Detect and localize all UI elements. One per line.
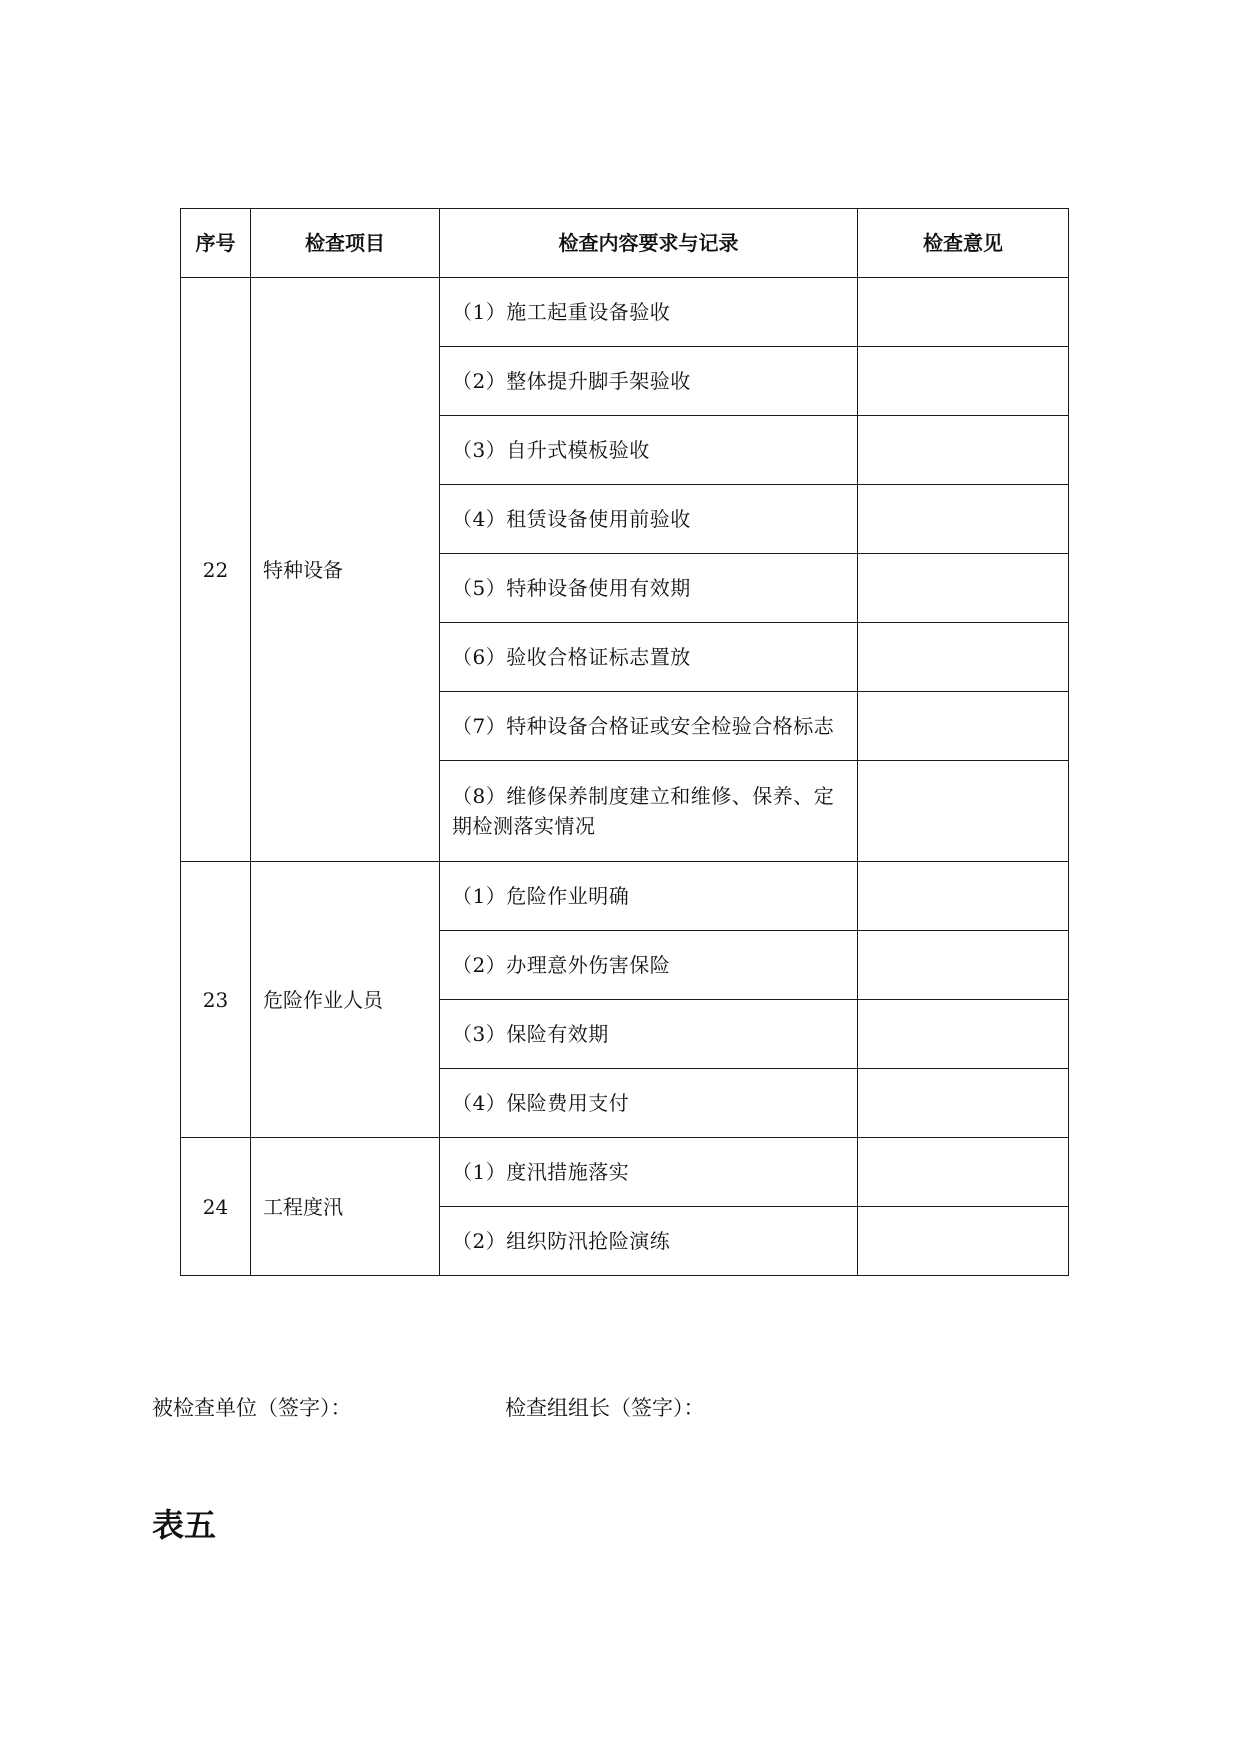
opinion-cell[interactable] — [858, 278, 1069, 347]
opinion-cell[interactable] — [858, 1000, 1069, 1069]
table-header-row — [181, 209, 1069, 278]
table-row — [181, 862, 1069, 931]
header-no: 序号 — [181, 209, 251, 278]
row-number: 24 — [181, 1138, 251, 1276]
inspection-item: 特种设备 — [251, 278, 440, 862]
header-item: 检查项目 — [251, 209, 440, 278]
requirement-cell: （1）度汛措施落实 — [440, 1138, 858, 1207]
opinion-cell[interactable] — [858, 1069, 1069, 1138]
opinion-cell[interactable] — [858, 554, 1069, 623]
requirement-cell: （5）特种设备使用有效期 — [440, 554, 858, 623]
requirement-cell: （3）自升式模板验收 — [440, 416, 858, 485]
section-title: 表五 — [152, 1506, 217, 1544]
opinion-cell[interactable] — [858, 692, 1069, 761]
table-row — [181, 1138, 1069, 1207]
requirement-cell: （2）组织防汛抢险演练 — [440, 1207, 858, 1276]
requirement-cell: （2）整体提升脚手架验收 — [440, 347, 858, 416]
header-content: 检查内容要求与记录 — [440, 209, 858, 278]
inspection-item: 工程度汛 — [251, 1138, 440, 1276]
requirement-cell: （7）特种设备合格证或安全检验合格标志 — [440, 692, 858, 761]
inspected-unit-signature-label: 被检查单位（签字）： — [152, 1396, 352, 1420]
requirement-cell: （6）验收合格证标志置放 — [440, 623, 858, 692]
requirement-cell: （1）危险作业明确 — [440, 862, 858, 931]
opinion-cell[interactable] — [858, 623, 1069, 692]
header-opinion: 检查意见 — [858, 209, 1069, 278]
opinion-cell[interactable] — [858, 347, 1069, 416]
opinion-cell[interactable] — [858, 485, 1069, 554]
inspection-item: 危险作业人员 — [251, 862, 440, 1138]
row-number: 23 — [181, 862, 251, 1138]
requirement-cell: （2）办理意外伤害保险 — [440, 931, 858, 1000]
requirement-cell: （3）保险有效期 — [440, 1000, 858, 1069]
opinion-cell[interactable] — [858, 1138, 1069, 1207]
team-leader-signature-label: 检查组组长（签字）： — [505, 1396, 705, 1420]
opinion-cell[interactable] — [858, 416, 1069, 485]
requirement-cell: （4）租赁设备使用前验收 — [440, 485, 858, 554]
inspection-table — [180, 208, 1069, 1276]
opinion-cell[interactable] — [858, 761, 1069, 862]
table-row — [181, 278, 1069, 347]
row-number: 22 — [181, 278, 251, 862]
opinion-cell[interactable] — [858, 862, 1069, 931]
requirement-cell: （4）保险费用支付 — [440, 1069, 858, 1138]
requirement-cell: （1）施工起重设备验收 — [440, 278, 858, 347]
opinion-cell[interactable] — [858, 931, 1069, 1000]
opinion-cell[interactable] — [858, 1207, 1069, 1276]
requirement-cell: （8）维修保养制度建立和维修、保养、定期检测落实情况 — [440, 761, 858, 862]
